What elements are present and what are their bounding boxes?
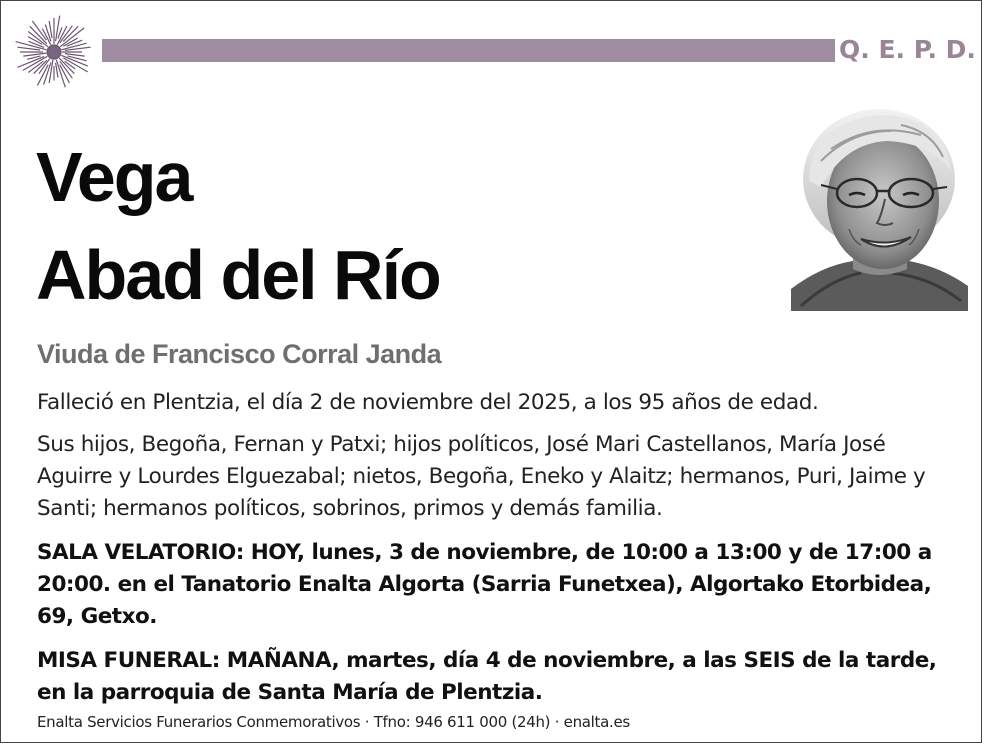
flower-icon: [11, 13, 97, 91]
flower-center: [47, 45, 61, 59]
deceased-surnames: Abad del Río: [36, 236, 440, 314]
flower-petal: [56, 16, 60, 42]
funeral-home-footer: Enalta Servicios Funerarios Conmemorativos · Tfno: 946 611 000 (24h) · enalta.es: [37, 713, 630, 731]
deceased-first-name: Vega: [36, 138, 192, 216]
flower-petal: [49, 21, 52, 38]
flower-petal: [23, 53, 46, 56]
qepd-label: Q. E. P. D.: [839, 35, 976, 64]
header-band: [102, 39, 835, 62]
widow-of-subtitle: Viuda de Francisco Corral Janda: [37, 339, 442, 369]
portrait-photo: [791, 101, 968, 311]
sala-velatorio-info: SALA VELATORIO: HOY, lunes, 3 de noviembre, de 10:00 a 13:00 y de 17:00 a 20:00. en el Tanatorio Enalta Algorta (Sarria Funetxea), Algortako Etorbidea, 69, Getxo.: [37, 540, 932, 629]
death-notice: Falleció en Plentzia, el día 2 de noviembre del 2025, a los 95 años de edad.: [37, 390, 819, 415]
family-list: Sus hijos, Begoña, Fernan y Patxi; hijos políticos, José Mari Castellanos, María José Aguirre y Lourdes Elguezabal; nietos, Begoña, Eneko y Alaitz; hermanos, Puri, Jaime y Santi; hermanos políticos, sobrinos, primos y demás familia.: [37, 432, 926, 521]
misa-funeral-info: MISA FUNERAL: MAÑANA, martes, día 4 de noviembre, a las SEIS de la tarde, en la parroquia de Santa María de Plentzia.: [37, 648, 937, 705]
